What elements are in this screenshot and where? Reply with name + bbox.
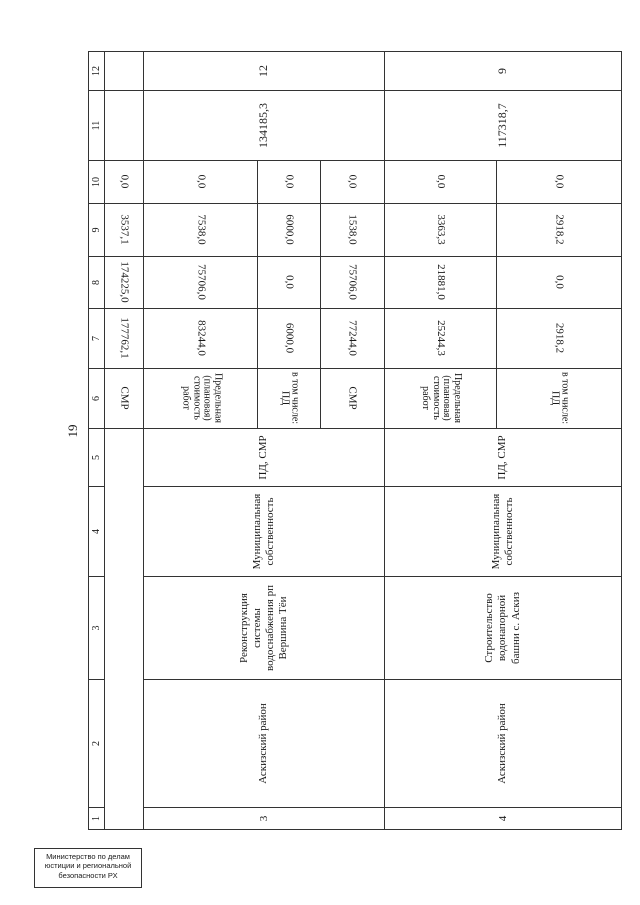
table-frame [88,52,622,830]
page-number: 19 [65,424,80,438]
value-cell: 25244,3 [385,309,497,369]
value-cell: 77244,0 [320,309,384,369]
value-cell: 0,0 [320,161,384,204]
value-cell: 0,0 [497,161,622,204]
object-name-cell: Реконструкция системы водоснабжения рп Вершина Тёи [144,577,385,680]
value-cell: 1538,0 [320,204,384,257]
value-cell: 174225,0 [104,257,143,309]
district-cell: Аскизский район [385,680,622,808]
record-number: 4 [385,808,622,830]
stamp-line: безопасности РХ [58,870,118,880]
empty-cell [104,91,143,161]
value-cell: 0,0 [385,161,497,204]
work-stage-cell: ПД, СМР [385,429,622,487]
value-cell: 134185,3 [144,91,385,161]
empty-cell [104,429,143,830]
investment-table [88,51,622,830]
column-number: 9 [89,204,105,257]
column-number: 4 [89,487,105,577]
table-row-record-3 [144,52,258,830]
value-cell: 3537,1 [104,204,143,257]
value-cell: 21881,0 [385,257,497,309]
value-cell: 0,0 [144,161,258,204]
cost-type-cell: в том числе: ПД [497,369,622,429]
ownership-cell: Муниципальная собственность [385,487,622,577]
value-cell: 3363,3 [385,204,497,257]
column-number: 10 [89,161,105,204]
cost-type-cell: в том числе: ПД [258,369,320,429]
value-cell: 0,0 [104,161,143,204]
empty-cell [104,52,143,91]
value-cell: 83244,0 [144,309,258,369]
value-cell: 7538,0 [144,204,258,257]
value-cell: 0,0 [497,257,622,309]
column-number: 1 [89,808,105,830]
column-number: 7 [89,309,105,369]
cost-type-cell: Предельная (плановая) стоимость работ [144,369,258,429]
ministry-stamp [34,848,142,888]
cost-type-cell: Предельная (плановая) стоимость работ [385,369,497,429]
cost-type-cell: СМР [104,369,143,429]
stamp-line: юстиции и региональной [44,861,132,871]
column-number-row [89,52,105,830]
column-number: 3 [89,577,105,680]
value-cell: 0,0 [258,161,320,204]
column-number: 12 [89,52,105,91]
value-cell: 9 [385,52,622,91]
value-cell: 2918,2 [497,309,622,369]
column-number: 11 [89,91,105,161]
stamp-line: Министерство по делам [46,852,130,861]
record-number: 3 [144,808,385,830]
district-cell: Аскизский район [144,680,385,808]
value-cell: 0,0 [258,257,320,309]
value-cell: 12 [144,52,385,91]
ownership-cell: Муниципальная собственность [144,487,385,577]
work-stage-cell: ПД, СМР [144,429,385,487]
value-cell: 6000,0 [258,309,320,369]
value-cell: 2918,2 [497,204,622,257]
table-row-record-4 [385,52,497,830]
column-number: 8 [89,257,105,309]
column-number: 6 [89,369,105,429]
value-cell: 117318,7 [385,91,622,161]
value-cell: 6000,0 [258,204,320,257]
column-number: 5 [89,429,105,487]
value-cell: 75706,0 [144,257,258,309]
value-cell: 177762,1 [104,309,143,369]
cost-type-cell: СМР [320,369,384,429]
value-cell: 75706,0 [320,257,384,309]
table-row-total-smr [104,52,143,830]
object-name-cell: Строительство водонапорной башни с. Аскиз [385,577,622,680]
column-number: 2 [89,680,105,808]
